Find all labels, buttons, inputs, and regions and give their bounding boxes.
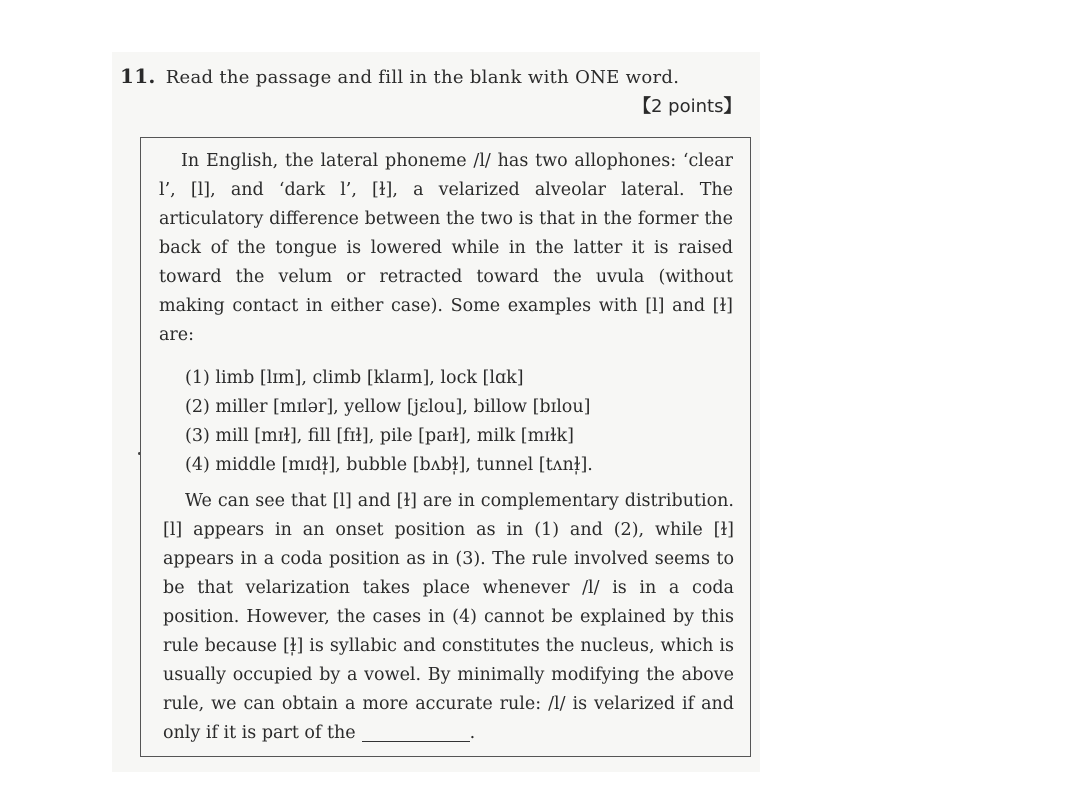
- passage-box: [140, 137, 751, 757]
- example-item: (1) limb [lɪm], climb [klaɪm], lock [lɑk]: [185, 368, 524, 388]
- passage-paragraph-1: In English, the lateral phoneme /l/ has two allophones: ‘clear l’, [l], and ‘dark l’, [ɫ], a velarized alveolar lateral. The articulatory difference between the two is that in the former the back of the tongue is lowered while in the latter it is raised toward the velum or retracted toward the uvula (without making contact in either case). Some examples with [l] and [ɫ] are:: [159, 151, 733, 345]
- example-item: (2) miller [mɪlər], yellow [jɛlou], billow [bɪlou]: [185, 397, 591, 417]
- question-number: 11.: [120, 64, 156, 88]
- paragraph-2-text: We can see that [l] and [ɫ] are in complementary distribution. [l] appears in an onset position as in (1) and (2), while [ɫ] appears in a coda position as in (3). The rule involved seems to be that velarization takes place whenever /l/ is in a coda position. However, the cases in (4) cannot be explained by this rule because [ɫ̩] is syllabic and constitutes the nucleus, which is usually occupied by a vowel. By minimally modifying the above rule, we can obtain a more accurate rule: /l/ is velarized if and only if it is part of the: [163, 491, 734, 743]
- answer-blank[interactable]: [362, 723, 470, 742]
- points-label: [633, 92, 741, 118]
- example-item: (4) middle [mɪdɫ̩], bubble [bʌbɫ̩], tunnel [tʌnɫ̩].: [185, 455, 593, 475]
- question-instruction: Read the passage and fill in the blank with ONE word.: [165, 67, 680, 88]
- example-list: [185, 364, 593, 480]
- question-header: [120, 64, 679, 88]
- sentence-end: .: [469, 723, 476, 743]
- points-text: 2 points: [651, 96, 724, 117]
- points-bracket-close: 】: [723, 96, 742, 117]
- points-bracket-open: 【: [633, 96, 651, 117]
- example-item: (3) mill [mɪɫ], fill [fɪɫ], pile [paɪɫ], milk [mɪɫk]: [185, 426, 574, 446]
- passage-paragraph-2: [163, 487, 734, 748]
